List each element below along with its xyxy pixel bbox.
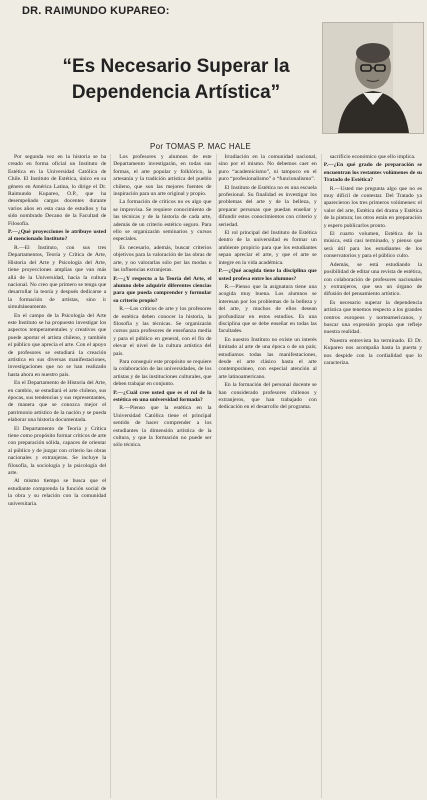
body-paragraph: R.—El Instituto, con sus tres Departamentos, Teoría y Crítica de Arte, Historia del Arte y Psicología del Arte, tiene proyecciones amplias que van más allá de la Universidad, hacia la cultura nacional. No creo que primero se tenga que desarrollar la teoría y después dedicarse a la formación de artistas, sino ir simultáneamente. [8, 244, 107, 311]
body-paragraph: El Instituto de Estética no es una escuela profesional. Su finalidad es investigar los problemas del arte y de la belleza, y preparar personas que puedan enseñar y difundir estos conocimientos con criterio y seriedad. [218, 184, 317, 228]
headline-line-2: Dependencia Artística” [71, 82, 281, 103]
interview-question: P.—¿Cuál cree usted que es el rol de la estética en una universidad formada? [113, 389, 212, 403]
body-paragraph: Es necesario superar la dependencia artística que tenemos respecto a los grandes centros europeos y norteamericanos, y buscar una expresión propia que refleje nuestra realidad. [323, 299, 422, 336]
body-paragraph: Nuestra entrevista ha terminado. El Dr. Kupareo nos acompaña hasta la puerta y nos despide con la cordialidad que lo caracteriza. [323, 337, 422, 366]
body-paragraph: En el Departamento de Historia del Arte, en cambio, se estudiará el arte chileno, sus épocas, sus tendencias y sus representantes, de manera que se conozca mejor el patrimonio artístico de la nación y se pueda elaborar una historia documentada. [8, 380, 107, 424]
body-paragraph: R.—Usted me pregunta algo que no es muy difícil de contestar. Del Tratado ya aparecieron los tres primeros volúmenes: el valor del arte, Estética del drama y Estética de la pintura; los otros están en preparación y espero publicarlos pronto. [323, 185, 422, 229]
body-paragraph: El Departamento de Teoría y Crítica tiene como propósito formar críticos de arte con preparación sólida, capaces de orientar al público y de juzgar con criterio las obras nacionales y extranjeras. Se incluye la filosofía, la sociología y la psicología del arte. [8, 425, 107, 477]
body-paragraph: R.—Pienso que la asignatura tiene una acogida muy buena. Los alumnos se interesan por los problemas de la belleza y del arte, y muchos de ellos desean profundizar en estos estudios. Es una disciplina que se debe enseñar en todas las facultades. [218, 283, 317, 335]
body-paragraph: Irradiación en la comunidad nacional, sino por el mismo. No debemos caer en puro “academicismo”, ni tampoco en el puro “profesionalismo” o “funcionalismo”. [218, 154, 317, 183]
article-byline: Por TOMAS P. MAC HALE [150, 142, 251, 151]
body-paragraph: Es necesario, además, buscar criterios objetivos para la valoración de las obras de arte, y no valorarlas sólo por las modas o las influencias extranjeras. [113, 244, 212, 274]
body-paragraph: El rol principal del Instituto de Estética dentro de la universidad es formar un ambiente propicio para que los estudiantes sepan apreciar el arte, y que el arte se integre en la vida académica. [218, 230, 317, 266]
portrait-photo [322, 22, 424, 134]
body-paragraph: R.—Los críticos de arte y los profesores de estética deben conocer la historia, la filosofía y las técnicas. Se organizarán cursos para profesores de enseñanza media y para el público en general, con el fin de elevar el nivel de la cultura artística del país. [113, 306, 212, 357]
portrait-figure [323, 23, 423, 133]
article-column [216, 154, 317, 798]
body-paragraph: Para conseguir este propósito se requiere la colaboración de las universidades, de los artistas y de las instituciones culturales, que deben trabajar en conjunto. [113, 358, 212, 388]
body-paragraph: El cuarto volumen, Estética de la música, está casi terminado, y pienso que será útil para los estudiantes de los conservatorios y para el público culto. [323, 231, 422, 260]
body-paragraph: Los profesores y alumnos de este Departamento investigarán, en todas sus formas, el arte popular y folklórico, la artesanía y la tradición artística del pueblo chileno, que son las mejores fuentes de inspiración para un arte original y propio. [113, 154, 212, 198]
body-paragraph: En el campo de la Psicología del Arte este Instituto se ha propuesto investigar los aspectos temperamentales y creativos que puede aportar el artista chileno, y también el público que aprecia el arte. Con el apoyo de profesores se estudiará la creación artística en sus diversas manifestaciones, investigaciones que no se han realizado hasta ahora en nuestro país. [8, 312, 107, 378]
interview-question: P.—¿Y respecto a la Teoría del Arte, el alumno debe adquirir diferentes ciencias para que pueda comprender y formular su criterio propio? [113, 275, 212, 304]
body-paragraph: En la formación del personal docente se han considerado profesores chilenos y extranjeros, que han trabajado con dedicación en el desarrollo del programa. [218, 382, 317, 411]
body-paragraph: sacrificio económico que ello implica. [329, 154, 416, 160]
article-column [321, 154, 422, 798]
article-kicker: DR. RAIMUNDO KUPAREO: [22, 5, 170, 17]
body-paragraph: Por segunda vez en la historia se ha creado en forma oficial un Instituto de Estética en la Universidad Católica de Chile. El Instituto de Estética, único en su género en América Latina, lo dirige el Dr. Raimundo Kupareo, O.P., que ha desempeñado cargos docentes durante varios años en esta casa de estudios y ha sido nombrado Decano de la Facultad de Filosofía. [8, 154, 107, 227]
body-paragraph: Al mismo tiempo se busca que el estudiante comprenda la función social de la obra y su relación con la comunidad universitaria. [8, 478, 107, 507]
article-column [110, 154, 211, 798]
article-body [8, 154, 422, 798]
interview-question: P.—¿En qué grado de preparación se encuentran los restantes volúmenes de su Tratado de Estética? [323, 162, 422, 184]
article-headline [26, 54, 326, 106]
body-paragraph: La formación de críticos no es algo que se improvisa. Se requiere conocimiento de las técnicas y de la historia de cada arte, además de un criterio estético seguro. Para ello se organizarán seminarios y cursos especiales. [113, 199, 212, 243]
body-paragraph: R.—Pienso que la estética en la Universidad Católica tiene el principal sentido de hacer comprender a los estudiantes la dimensión artística de la cultura, y que la formación no puede ser sólo técnica. [113, 405, 212, 449]
interview-question: P.—¿Qué proyecciones le atribuye usted al mencionado Instituto? [8, 229, 107, 243]
body-paragraph: En nuestro Instituto no existe un interés limitado al arte de una época o de un país; estudiamos todas las manifestaciones, desde el arte clásico hasta el arte contemporáneo, con especial atención al arte latinoamericano. [218, 336, 317, 380]
article-column [8, 154, 106, 798]
interview-question: P.—¿Qué acogida tiene la disciplina que usted profesa entre los alumnos? [218, 268, 317, 282]
body-paragraph: Además, se está estudiando la posibilidad de editar una revista de estética, con colaboración de profesores nacionales y extranjeros, que sea un órgano de difusión del pensamiento artístico. [323, 261, 422, 298]
headline-line-1: “Es Necesario Superar la [62, 56, 290, 77]
